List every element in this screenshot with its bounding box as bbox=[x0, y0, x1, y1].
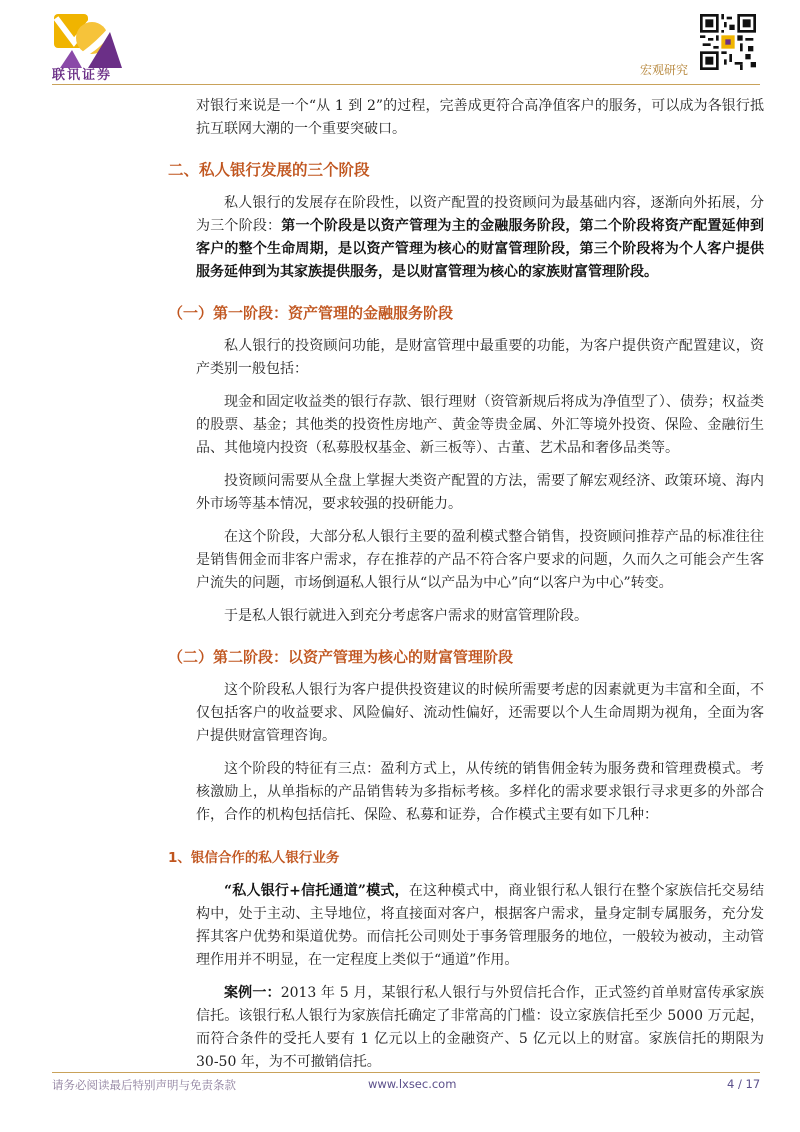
paragraph-transition: 于是私人银行就进入到充分考虑客户需求的财富管理阶段。 bbox=[224, 608, 588, 624]
paragraph-wealth-mgmt: 这个阶段私人银行为客户提供投资建议的时候所需要考虑的因素就更为丰富和全面，不仅包括客户的收益要求、风险偏好、流动性偏好，还需要以个人生命周期为视角，全面为客户提供财富管理咨询。 bbox=[196, 682, 764, 744]
page-header bbox=[0, 0, 800, 90]
qr-code-icon bbox=[700, 14, 756, 70]
paragraph-intro: 对银行来说是一个“从 1 到 2”的过程，完善成更符合高净值客户的服务，可以成为各银行抵抗互联网大潮的一个重要突破口。 bbox=[196, 98, 764, 137]
paragraph-trust-channel bbox=[196, 880, 764, 972]
paragraph-case-one-bold: 案例一： bbox=[224, 985, 281, 1001]
paragraph-research: 投资顾问需要从全盘上掌握大类资产配置的方法，需要了解宏观经济、政策环境、海内外市场等基本情况，要求较强的投研能力。 bbox=[196, 473, 764, 512]
company-name: 联讯证券 bbox=[52, 68, 113, 83]
paragraph-features: 这个阶段的特征有三点：盈利方式上，从传统的销售佣金转为服务费和管理费模式。考核激励上，从单指标的产品销售转为多指标考核。多样化的需求要求银行寻求更多的外部合作，合作的机构包括信托、保险、私募和证券，合作模式主要有如下几种： bbox=[196, 761, 764, 823]
subsection-heading-stage2: （二）第二阶段：以资产管理为核心的财富管理阶段 bbox=[168, 648, 514, 666]
section-heading-stages: 二、私人银行发展的三个阶段 bbox=[168, 161, 370, 179]
document-body bbox=[168, 95, 765, 1084]
paragraph-trust-channel-bold: “私人银行+信托通道”模式， bbox=[224, 883, 409, 899]
paragraph-stages-overview bbox=[196, 192, 764, 284]
footer-page-number: 4 / 17 bbox=[727, 1077, 761, 1091]
paragraph-case-one-plain: 2013 年 5 月，某银行私人银行与外贸信托合作，正式签约首单财富传承家族信托。该银行私人银行为家族信托确定了非常高的门槛：设立家族信托至少 5000 万元起，而符合条件的受托人要有 1 亿元以上的金融资产、5 亿元以上的财富。家族信托的期限为 30-50 年，为不可撤销信托。 bbox=[196, 985, 765, 1070]
paragraph-stages-bold: 第一个阶段是以资产管理为主的金融服务阶段，第二个阶段将资产配置延伸到客户的整个生命周期，是以资产管理为核心的财富管理阶段，第三个阶段将为个人客户提供服务延伸到为其家族提供服务，是以财富管理为核心的家族财富管理阶段。 bbox=[196, 218, 765, 280]
footer-divider bbox=[52, 1072, 760, 1073]
footer-disclaimer-link[interactable]: 请务必阅读最后特别声明与免责条款 bbox=[52, 1078, 236, 1092]
paragraph-sales-model: 在这个阶段，大部分私人银行主要的盈利模式整合销售，投资顾问推荐产品的标准往往是销售佣金而非客户需求，存在推荐的产品不符合客户要求的问题，久而久之可能会产生客户流失的问题，市场倒逼私人银行从“以产品为中心”向“以客户为中心”转变。 bbox=[196, 529, 764, 591]
paragraph-asset-classes: 现金和固定收益类的银行存款、银行理财（资管新规后将成为净值型了）、债券；权益类的股票、基金；其他类的投资性房地产、黄金等贵金属、外汇等境外投资、保险、金融衍生品、其他境内投资（私募股权基金、新三板等）、古董、艺术品和奢侈品类等。 bbox=[196, 394, 764, 456]
paragraph-stages-plain: 私人银行的发展存在阶段性，以资产配置的投资顾问为最基础内容，逐渐向外拓展，分为三个阶段： bbox=[196, 195, 764, 234]
paragraph-case-one bbox=[196, 982, 764, 1074]
subsection-heading-stage1: （一）第一阶段：资产管理的金融服务阶段 bbox=[168, 304, 454, 322]
header-divider bbox=[52, 84, 760, 85]
report-type-label: 宏观研究 bbox=[640, 63, 689, 77]
paragraph-advisory: 私人银行的投资顾问功能，是财富管理中最重要的功能，为客户提供资产配置建议，资产类别一般包括： bbox=[196, 338, 764, 377]
company-logo-icon bbox=[52, 12, 124, 70]
paragraph-trust-channel-plain: 在这种模式中，商业银行私人银行在整个家族信托交易结构中，处于主动、主导地位，将直接面对客户，根据客户需求，量身定制专属服务，充分发挥其客户优势和渠道优势。而信托公司则处于事务管理服务的地位，一般较为被动，主动管理作用并不明显，在一定程度上类似于“通道”作用。 bbox=[196, 883, 764, 968]
sub-heading-bank-trust: 1、银信合作的私人银行业务 bbox=[168, 850, 340, 866]
footer-website-link[interactable]: www.lxsec.com bbox=[368, 1077, 457, 1091]
